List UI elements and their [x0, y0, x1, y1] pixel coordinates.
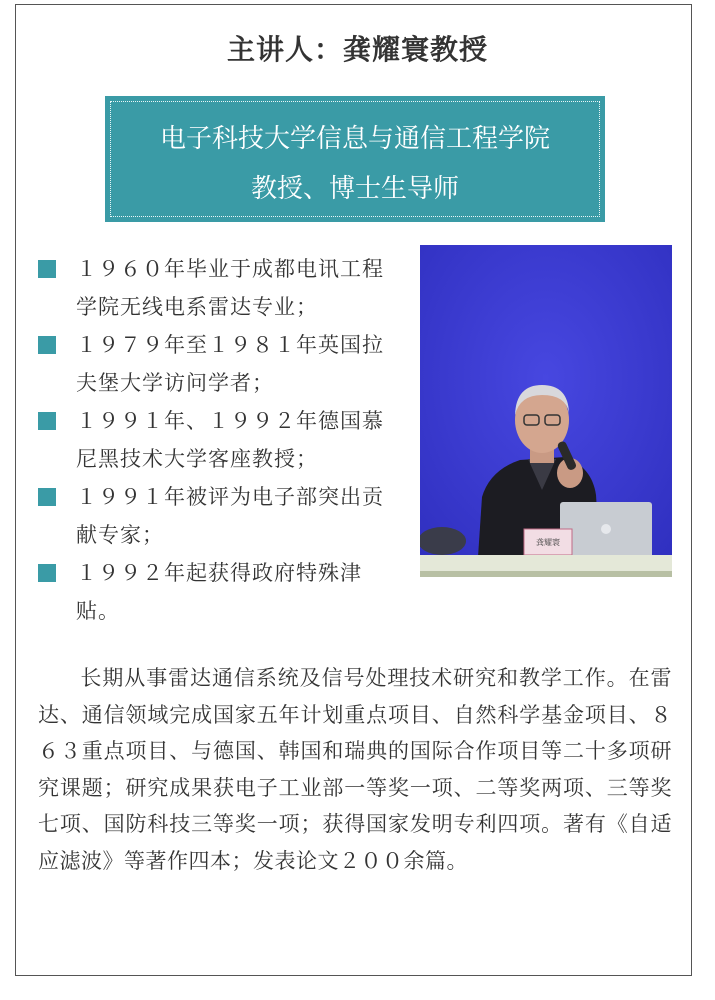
square-bullet-icon	[38, 260, 56, 278]
bio-bullet-item	[38, 402, 403, 478]
square-bullet-icon	[38, 412, 56, 430]
speaker-photo-illustration	[420, 245, 672, 577]
bio-bullet-list	[38, 250, 403, 630]
square-bullet-icon	[38, 564, 56, 582]
speaker-photo	[420, 245, 672, 577]
banner-position: 教授、博士生导师	[250, 174, 459, 204]
page-title: 主讲人：龚耀寰教授	[226, 33, 488, 66]
table-edge	[420, 571, 672, 577]
bio-bullet-item	[38, 478, 403, 554]
laptop-logo	[601, 524, 611, 534]
bullet-text: １９９１年、１９９２年德国慕尼黑技术大学客座教授；	[76, 409, 384, 471]
bio-bullet-item	[38, 554, 403, 630]
banner-dotted-border	[110, 101, 600, 217]
bullet-text: １９９２年起获得政府特殊津贴。	[76, 561, 362, 623]
square-bullet-icon	[38, 488, 56, 506]
hat-on-table	[420, 527, 466, 555]
bullet-text: １９９１年被评为电子部突出贡献专家；	[76, 485, 384, 547]
bullet-text: １９７９年至１９８１年英国拉夫堡大学访问学者；	[76, 333, 384, 395]
bullet-text: １９６０年毕业于成都电讯工程学院无线电系雷达专业；	[76, 257, 384, 319]
bio-bullet-item	[38, 250, 403, 326]
bio-paragraph-text: 长期从事雷达通信系统及信号处理技术研究和教学工作。在雷达、通信领域完成国家五年计划重点项目、自然科学基金项目、８６３重点项目、与德国、韩国和瑞典的国际合作项目等二十多项研究课题；研究成果获电子工业部一等奖一项、二等奖两项、三等奖七项、国防科技三等奖一项；获得国家发明专利四项。著有《自适应滤波》等著作四本；发表论文２００余篇。	[38, 666, 672, 873]
nameplate-text: 龚耀寰	[536, 538, 560, 547]
square-bullet-icon	[38, 336, 56, 354]
bio-bullet-item	[38, 326, 403, 402]
affiliation-banner	[105, 96, 605, 222]
banner-affiliation: 电子科技大学信息与通信工程学院	[159, 124, 550, 154]
bio-paragraph	[38, 660, 672, 879]
